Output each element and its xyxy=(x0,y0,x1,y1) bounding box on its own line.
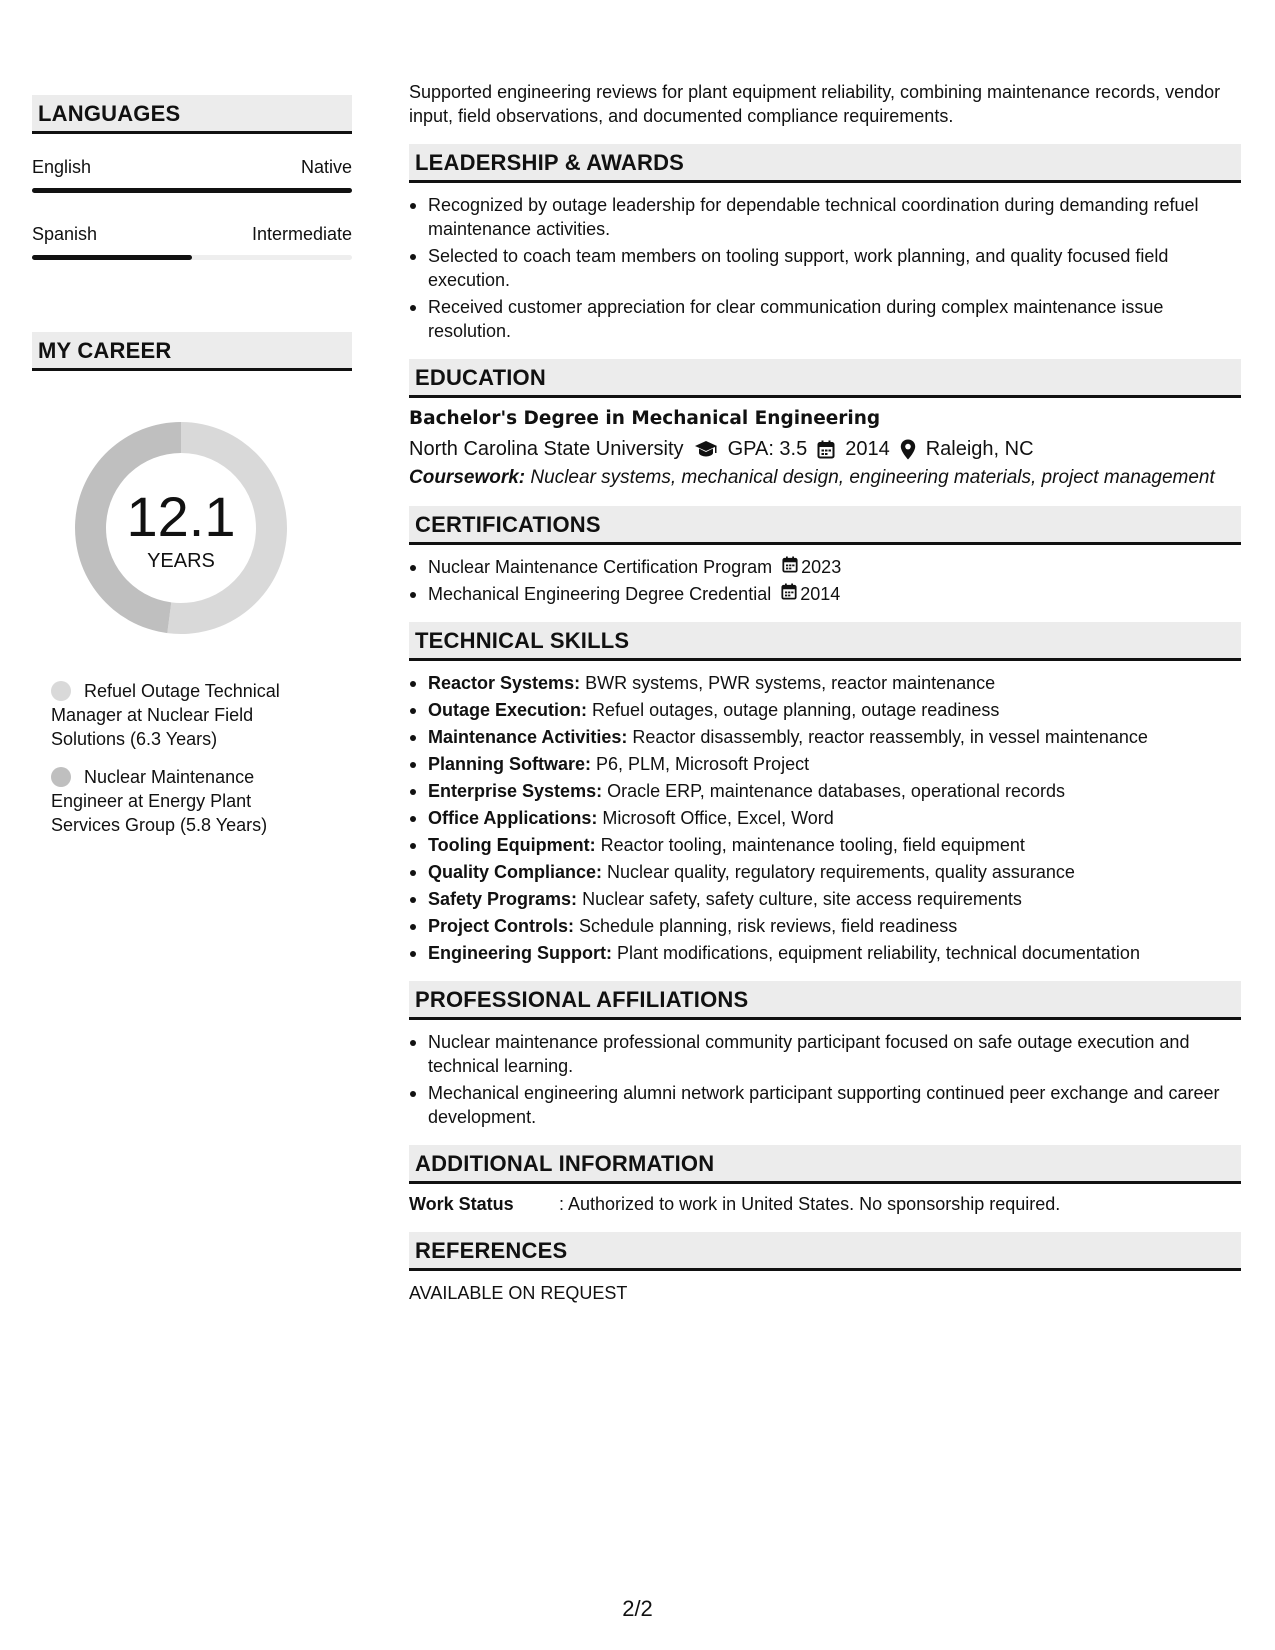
career-legend-label: Refuel Outage Technical Manager at Nuclear Field Solutions (6.3 Years) xyxy=(51,681,280,749)
leadership-list xyxy=(409,193,1241,343)
language-item xyxy=(32,156,352,193)
certification-name: Mechanical Engineering Degree Credential xyxy=(428,584,772,604)
list-item xyxy=(409,806,1241,830)
skill-label: Enterprise Systems: xyxy=(428,781,603,801)
legend-dot-icon xyxy=(51,767,71,787)
skill-label: Planning Software: xyxy=(428,754,592,774)
affiliations-list xyxy=(409,1030,1241,1129)
skill-value: BWR systems, PWR systems, reactor maintenance xyxy=(580,673,996,693)
references-heading: REFERENCES xyxy=(409,1232,1241,1271)
additional-info-heading: ADDITIONAL INFORMATION xyxy=(409,1145,1241,1184)
skill-value: Reactor disassembly, reactor reassembly, in vessel maintenance xyxy=(627,727,1148,747)
skill-value: Nuclear safety, safety culture, site access requirements xyxy=(577,889,1022,909)
coursework-label: Coursework: xyxy=(409,467,526,488)
list-item: Received customer appreciation for clear communication during complex maintenance issue resolution. xyxy=(409,295,1241,343)
skill-value: Plant modifications, equipment reliability, technical documentation xyxy=(612,943,1140,963)
language-name: English xyxy=(32,157,92,177)
list-item xyxy=(409,941,1241,965)
skills-heading: TECHNICAL SKILLS xyxy=(409,622,1241,661)
list-item: Nuclear maintenance professional community participant focused on safe outage execution and technical learning. xyxy=(409,1030,1241,1078)
summary-paragraph: Supported engineering reviews for plant equipment reliability, combining maintenance records, vendor input, field observations, and documented compliance requirements. xyxy=(409,82,1221,126)
education-degree: Bachelor's Degree in Mechanical Engineering xyxy=(409,408,881,429)
skill-value: P6, PLM, Microsoft Project xyxy=(591,754,810,774)
language-proficiency-fill xyxy=(32,255,192,260)
skill-value: Refuel outages, outage planning, outage readiness xyxy=(587,700,1000,720)
list-item xyxy=(409,860,1241,884)
list-item: Mechanical engineering alumni network participant supporting continued peer exchange and career development. xyxy=(409,1081,1241,1129)
coursework-text: Nuclear systems, mechanical design, engineering materials, project management xyxy=(525,467,1215,488)
languages-heading: LANGUAGES xyxy=(32,95,352,134)
language-item xyxy=(32,223,352,260)
education-meta xyxy=(409,435,1241,463)
certification-year: 2023 xyxy=(801,557,842,577)
language-name: Spanish xyxy=(32,224,98,244)
education-coursework xyxy=(409,466,1241,490)
graduation-cap-icon xyxy=(694,440,718,458)
skill-label: Quality Compliance: xyxy=(428,862,603,882)
list-item xyxy=(409,833,1241,857)
location-pin-icon xyxy=(900,439,916,460)
skill-label: Tooling Equipment: xyxy=(428,835,596,855)
work-status-row xyxy=(409,1192,1241,1216)
list-item xyxy=(409,582,1241,606)
certification-name: Nuclear Maintenance Certification Program xyxy=(428,557,773,577)
leadership-heading: LEADERSHIP & AWARDS xyxy=(409,144,1241,183)
skill-label: Office Applications: xyxy=(428,808,598,828)
career-legend-item xyxy=(51,679,311,751)
career-legend-label: Nuclear Maintenance Engineer at Energy Plant Services Group (5.8 Years) xyxy=(51,767,268,835)
education-location: Raleigh, NC xyxy=(925,438,1034,460)
career-total-years: 12.1 xyxy=(126,485,236,548)
page-number: 2/2 xyxy=(622,1596,653,1621)
list-item xyxy=(409,698,1241,722)
main-content xyxy=(409,80,1241,1305)
list-item xyxy=(409,725,1241,749)
language-proficiency-fill xyxy=(32,188,352,193)
list-item: Selected to coach team members on tooling support, work planning, and quality focused field execution. xyxy=(409,244,1241,292)
career-years-unit: YEARS xyxy=(147,550,215,572)
career-legend-item xyxy=(51,765,311,837)
language-proficiency-bar xyxy=(32,255,352,260)
language-proficiency-bar xyxy=(32,188,352,193)
skill-value: Oracle ERP, maintenance databases, operational records xyxy=(602,781,1066,801)
skill-value: Reactor tooling, maintenance tooling, field equipment xyxy=(595,835,1025,855)
education-gpa: GPA: 3.5 xyxy=(727,438,808,460)
skill-value: Nuclear quality, regulatory requirements, quality assurance xyxy=(602,862,1075,882)
list-item xyxy=(409,887,1241,911)
sidebar xyxy=(32,95,352,851)
career-heading: MY CAREER xyxy=(32,332,352,371)
list-item xyxy=(409,914,1241,938)
calendar-icon xyxy=(781,582,800,606)
certification-year: 2014 xyxy=(800,584,841,604)
skill-label: Project Controls: xyxy=(428,916,575,936)
certifications-heading: CERTIFICATIONS xyxy=(409,506,1241,545)
list-item: Recognized by outage leadership for dependable technical coordination during demanding refuel maintenance activities. xyxy=(409,193,1241,241)
list-item xyxy=(409,671,1241,695)
skill-value: Schedule planning, risk reviews, field readiness xyxy=(574,916,958,936)
language-level: Native xyxy=(300,157,352,177)
skill-label: Reactor Systems: xyxy=(428,673,581,693)
skill-label: Engineering Support: xyxy=(428,943,612,963)
work-status-label: Work Status xyxy=(409,1194,514,1214)
work-status-value: : Authorized to work in United States. No sponsorship required. xyxy=(559,1194,1061,1214)
skill-value: Microsoft Office, Excel, Word xyxy=(597,808,834,828)
affiliations-heading: PROFESSIONAL AFFILIATIONS xyxy=(409,981,1241,1020)
career-donut-chart xyxy=(66,413,296,643)
education-year: 2014 xyxy=(845,438,890,460)
calendar-icon xyxy=(782,555,801,579)
language-level: Intermediate xyxy=(251,224,352,244)
calendar-icon xyxy=(817,440,835,459)
list-item xyxy=(409,752,1241,776)
skill-label: Safety Programs: xyxy=(428,889,578,909)
education-school: North Carolina State University xyxy=(409,438,684,460)
skill-label: Maintenance Activities: xyxy=(428,727,628,747)
certifications-list xyxy=(409,555,1241,606)
skills-list xyxy=(409,671,1241,965)
references-text: AVAILABLE ON REQUEST xyxy=(409,1283,628,1303)
list-item xyxy=(409,779,1241,803)
career-legend xyxy=(51,679,311,837)
list-item xyxy=(409,555,1241,579)
education-heading: EDUCATION xyxy=(409,359,1241,398)
legend-dot-icon xyxy=(51,681,71,701)
skill-label: Outage Execution: xyxy=(428,700,588,720)
